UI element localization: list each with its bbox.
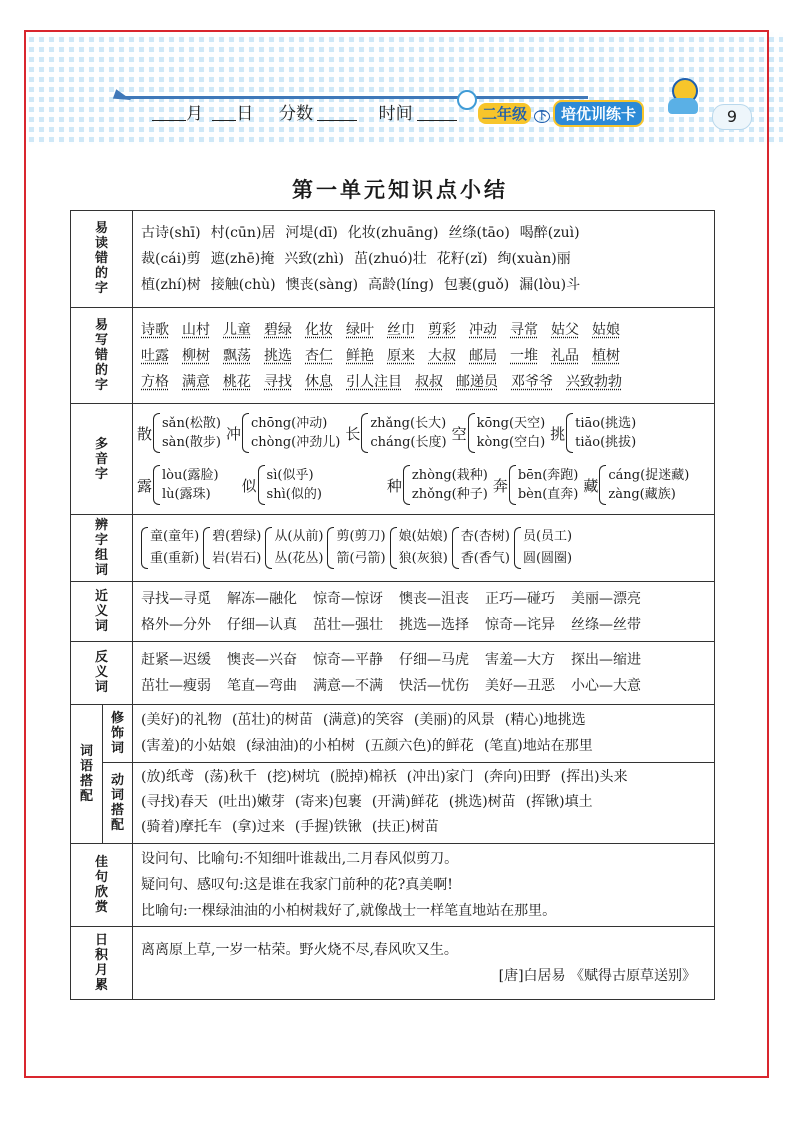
list-item: 赶紧—迟缓 [141,651,211,668]
word: 员(员工) [522,529,573,545]
polyphone-readings [267,466,322,504]
list-item: (放)纸鸢 [141,769,194,786]
polyphone-char: 奔 [492,476,508,495]
list-item: 惊奇—惊讶 [313,590,383,607]
polyphone-group [242,465,322,505]
list-item: 绿叶 [346,321,374,338]
list-item: 诗歌 [141,321,169,338]
row-modifier [71,704,715,762]
polyphone-group [493,465,579,505]
list-item: (手握)铁锹 [294,819,362,836]
list-item: (精心)地挑选 [504,712,586,729]
score-blank[interactable] [317,104,357,121]
distinguish-group [514,526,572,570]
list-item: 叔叔 [415,373,443,390]
list-item: 休息 [305,373,333,390]
distinguish-group [265,526,323,570]
row-content [133,211,715,308]
list-item: 鲜艳 [346,347,374,364]
list-item: (满意)的笑容 [322,712,404,729]
distinguish-words [274,526,323,570]
list-item: 剪彩 [428,321,456,338]
polyphone-readings [162,466,219,504]
list-item: 挑选 [264,347,292,364]
sub-label: 动词搭配 [103,763,133,844]
distinguish-words [461,526,510,570]
reading: tiāo(挑选) [575,416,637,432]
list-item: 美丽—漂亮 [571,590,641,607]
list-line [141,220,708,246]
list-item: (笔直)地站在那里 [483,738,593,755]
list-item: (五颜六色)的鲜花 [364,738,474,755]
list-item: (脱掉)棉袄 [329,769,397,786]
polyphone-group [137,465,219,505]
word: 狼(灰狼) [398,551,448,567]
row-content [133,515,715,582]
sentence-line: 设问句、比喻句:不知细叶谁裁出,二月春风似剪刀。 [141,851,459,868]
list-line [141,369,708,395]
list-item: 茁(zhuó)壮 [354,250,427,267]
word: 丛(花丛) [274,551,324,567]
score-label: 分数 [279,104,314,124]
day-label: 日 [236,104,254,124]
brace-icon [566,413,573,453]
reading: bèn(直奔) [517,487,579,503]
list-line [141,765,708,790]
polyphone-group [226,413,340,453]
list-line [141,246,708,272]
row-daily [71,927,715,1000]
brace-icon [141,527,148,569]
row-label: 近义词 [71,581,133,641]
list-item: 笔直—弯曲 [227,677,297,694]
list-item: (开满)鲜花 [371,794,439,811]
list-item: 懊丧—沮丧 [399,590,469,607]
list-item: 喝醉(zuì) [519,224,580,241]
list-item: 寻找—寻觅 [141,590,211,607]
list-item: 仔细—认真 [227,616,297,633]
grade-badge: 二年级 [478,103,531,124]
polyphone-char: 露 [137,476,153,495]
distinguish-words [150,526,199,570]
list-item: 方格 [141,373,169,390]
list-item: 一堆 [510,347,538,364]
list-item: 桃花 [223,373,251,390]
reading: cháng(长度) [370,435,447,451]
row-content [133,404,715,515]
brace-icon [242,413,249,453]
list-item: 碧绿 [264,321,292,338]
list-item: 花籽(zǐ) [436,250,488,267]
row-antonyms [71,642,715,704]
row-label: 易读错的字 [71,211,133,308]
row-content [133,763,715,844]
polyphone-char: 挑 [550,424,566,443]
row-content [133,642,715,704]
distinguish-words [336,526,385,570]
brace-icon [599,465,606,505]
list-item: 吐露 [141,347,169,364]
list-line [141,733,708,759]
list-item: 村(cūn)居 [210,224,276,241]
list-item: (挖)树坑 [266,769,320,786]
row-label: 词语搭配 [71,704,103,843]
book-title: 培优训练卡 [553,100,644,127]
word: 重(重新) [150,551,200,567]
row-writing [71,307,715,404]
list-item: 小心—大意 [571,677,641,694]
row-label: 辨字组词 [71,515,133,582]
list-item: 寻常 [510,321,538,338]
reading: chòng(冲劲儿) [250,435,341,451]
word: 岩(岩石) [212,551,262,567]
list-item: 茁壮—瘦弱 [141,677,211,694]
reading: sàn(散步) [162,435,221,451]
day-blank[interactable] [212,104,236,121]
list-item: 河堤(dī) [285,224,338,241]
list-line [141,790,708,815]
reading: kōng(天空) [476,416,546,432]
polyphone-row [137,459,708,511]
list-item: 惊奇—诧异 [485,616,555,633]
list-item: (寻找)春天 [141,794,208,811]
list-item: 杏仁 [305,347,333,364]
distinguish-group [452,526,510,570]
list-item: 丝绦(tāo) [448,224,510,241]
reading: shì(似的) [266,487,322,503]
polyphone-group [387,465,488,505]
list-item: (挥出)头来 [560,769,628,786]
list-item: 古诗(shī) [141,224,201,241]
reading: kòng(空白) [476,435,546,451]
polyphone-row [137,407,708,459]
word: 碧(碧绿) [212,529,262,545]
list-item: 飘荡 [223,347,251,364]
row-label: 日积月累 [71,927,133,1000]
sub-label: 修饰词 [103,704,133,762]
list-item: 挑选—选择 [399,616,469,633]
row-label: 反义词 [71,642,133,704]
polyphone-char: 种 [386,476,402,495]
polyphone-readings [575,414,636,452]
list-item: 害羞—大方 [485,651,555,668]
list-item: 化妆(zhuāng) [347,224,439,241]
list-item: 植(zhí)树 [141,276,201,293]
list-item: 满意—不满 [313,677,383,694]
sentence-line: 疑问句、感叹句:这是谁在我家门前种的花?真美啊! [141,877,453,894]
distinguish-words [523,526,572,570]
polyphone-group [452,413,546,453]
brace-icon [327,527,334,569]
list-item: 化妆 [305,321,333,338]
page-number: 9 [712,104,752,130]
reading: zhǎng(长大) [370,416,447,432]
list-line [141,612,708,638]
list-item: (害羞)的小姑娘 [141,738,236,755]
list-item: (拿)过来 [231,819,285,836]
polyphone-char: 空 [451,424,467,443]
month-blank[interactable] [152,104,186,121]
polyphone-group [137,413,221,453]
word: 香(香气) [460,551,510,567]
list-item: 邮局 [469,347,497,364]
brace-icon [390,527,397,569]
list-item: 姑父 [551,321,579,338]
polyphone-readings [608,466,689,504]
list-item: 原来 [387,347,415,364]
list-line [141,343,708,369]
word: 从(从前) [274,529,324,545]
distinguish-group [203,526,261,570]
row-content [133,843,715,927]
brace-icon [153,413,160,453]
list-line [141,707,708,733]
poem-line: 离离原上草,一岁一枯荣。野火烧不尽,春风吹又生。 [141,942,458,959]
brace-icon [258,465,265,505]
row-label: 多音字 [71,404,133,515]
reading: zhòng(栽种) [411,468,488,484]
list-line [141,586,708,612]
distinguish-group [390,526,448,570]
reading: zàng(藏族) [608,487,676,503]
mascot-body-icon [668,98,698,114]
list-item: 满意 [182,373,210,390]
brace-icon [203,527,210,569]
brace-icon [509,465,516,505]
list-line [141,815,708,840]
polyphone-char: 冲 [225,424,241,443]
polyphone-char: 散 [137,424,153,443]
polyphone-char: 藏 [583,476,599,495]
word: 箭(弓箭) [336,551,386,567]
brace-icon [153,465,160,505]
polyphone-group [345,413,446,453]
header-fields [152,99,457,124]
reading: zhǒng(种子) [411,487,488,503]
list-item: 兴致勃勃 [566,373,622,390]
list-item: 茁壮—强壮 [313,616,383,633]
list-item: 懊丧(sàng) [285,276,359,293]
list-item: 冲动 [469,321,497,338]
list-item: 丝绦—丝带 [571,616,641,633]
reading: bēn(奔跑) [517,468,579,484]
reading: cáng(捉迷藏) [608,468,690,484]
reading: lù(露珠) [162,487,211,503]
list-item: 懊丧—兴奋 [227,651,297,668]
list-item: 邓爷爷 [511,373,553,390]
list-item: 漏(lòu)斗 [519,276,581,293]
page-title: 第一单元知识点小结 [292,177,508,202]
list-item: (吐出)嫩芽 [217,794,285,811]
row-label: 佳句欣赏 [71,843,133,927]
list-item: (扶正)树苗 [371,819,439,836]
row-distinguish [71,515,715,582]
list-item: 邮递员 [456,373,498,390]
polyphone-readings [251,414,340,452]
row-polyphones [71,404,715,515]
polyphone-group [583,465,689,505]
list-item: 高龄(líng) [368,276,434,293]
row-label: 易写错的字 [71,307,133,404]
clock-icon [457,90,477,110]
row-content [133,581,715,641]
distinguish-groups [141,526,708,570]
brace-icon [452,527,459,569]
brace-icon [361,413,368,453]
list-item: 接触(chù) [210,276,276,293]
list-item: (冲出)家门 [406,769,474,786]
word: 圆(圆圈) [522,551,573,567]
list-item: 儿童 [223,321,251,338]
list-item: 裁(cái)剪 [141,250,201,267]
row-verb [71,763,715,844]
list-item: (荡)秋千 [203,769,257,786]
list-line [141,272,708,298]
word: 娘(姑娘) [398,529,448,545]
summary-table [70,210,715,1000]
list-item: 快活—忧伤 [399,677,469,694]
distinguish-group [141,526,199,570]
distinguish-words [399,526,448,570]
polyphone-char: 长 [345,424,361,443]
word: 童(童年) [150,529,200,545]
distinguish-words [212,526,261,570]
row-synonyms [71,581,715,641]
polyphone-group [550,413,636,453]
list-item: 惊奇—平静 [313,651,383,668]
list-line [141,317,708,343]
list-item: 大叔 [428,347,456,364]
list-item: 寻找 [264,373,292,390]
time-blank[interactable] [417,104,457,121]
sentence-line: 比喻句:一棵绿油油的小柏树栽好了,就像战士一样笔直地站在那里。 [141,903,557,920]
list-item: 兴致(zhì) [284,250,344,267]
list-item: 丝巾 [387,321,415,338]
word: 剪(剪刀) [336,529,386,545]
reading: sì(似乎) [266,468,314,484]
list-item: 格外—分外 [141,616,211,633]
list-line [141,647,708,673]
list-item: (奔向)田野 [483,769,551,786]
list-item: 探出—缩进 [571,651,641,668]
list-item: (挥锹)填土 [525,794,593,811]
list-item: (美好)的礼物 [141,712,222,729]
row-content [133,307,715,404]
reading: sǎn(松散) [162,416,221,432]
brace-icon [468,413,475,453]
row-content [133,927,715,1000]
list-item: (茁壮)的树苗 [231,712,313,729]
brand [478,100,644,127]
polyphone-readings [477,414,546,452]
brace-icon [514,527,521,569]
list-item: 山村 [182,321,210,338]
row-pronounce [71,211,715,308]
list-item: (挑选)树苗 [448,794,516,811]
list-item: 礼品 [551,347,579,364]
list-item: 遮(zhē)掩 [210,250,275,267]
list-item: 引人注目 [346,373,402,390]
poem-source: [唐]白居易 《赋得古原草送别》 [498,968,696,985]
volume-badge: 下 [534,110,550,123]
brace-icon [403,465,410,505]
list-item: 正巧—碰巧 [485,590,555,607]
reading: chōng(冲动) [250,416,328,432]
polyphone-readings [412,466,488,504]
row-content [133,704,715,762]
list-item: 美好—丑恶 [485,677,555,694]
list-item: (美丽)的风景 [413,712,495,729]
list-item: 仔细—马虎 [399,651,469,668]
time-label: 时间 [378,104,413,124]
reading: tiǎo(挑拔) [575,435,637,451]
polyphone-char: 似 [241,476,257,495]
polyphone-readings [370,414,446,452]
brace-icon [265,527,272,569]
list-item: 姑娘 [592,321,620,338]
reading: lòu(露脸) [162,468,219,484]
list-item: (寄来)包裹 [294,794,362,811]
polyphone-readings [518,466,579,504]
word: 杏(杏树) [460,529,510,545]
list-item: 解冻—融化 [227,590,297,607]
list-item: (绿油油)的小柏树 [245,738,355,755]
list-item: 柳树 [182,347,210,364]
month-label: 月 [186,104,203,124]
distinguish-group [327,526,385,570]
polyphone-readings [162,414,221,452]
list-item: 绚(xuàn)丽 [497,250,571,267]
list-item: 植树 [592,347,620,364]
list-line [141,673,708,699]
list-item: (骑着)摩托车 [141,819,222,836]
row-sentences [71,843,715,927]
list-item: 包裹(guǒ) [443,276,510,293]
